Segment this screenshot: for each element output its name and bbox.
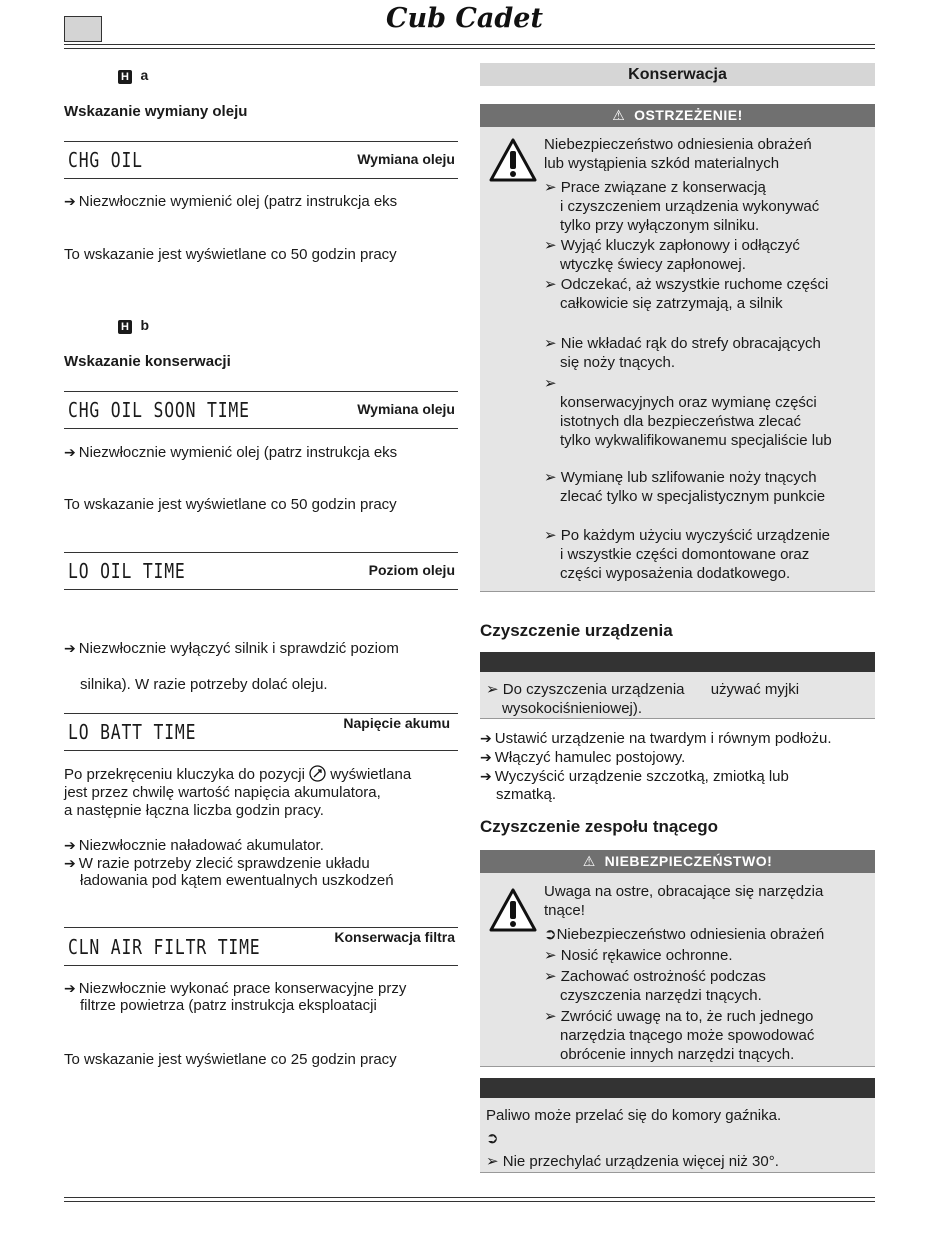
bullet-arrow-icon: ➢ xyxy=(486,681,499,698)
warning-triangle-icon xyxy=(488,887,538,933)
fuel-notice-box: Paliwo może przelać się do komory gaźnika. ➲ ➢ Nie przechylać urządzenia więcej niż 30°. xyxy=(480,1098,875,1173)
instruction-line: ➔ Niezwłocznie wymienić olej (patrz instrukcja eks xyxy=(64,444,398,461)
h-badge: H xyxy=(118,320,132,334)
note-text: To wskazanie jest wyświetlane co 50 godzin pracy xyxy=(64,496,397,513)
display-row-lo-batt xyxy=(64,713,458,751)
list-item: ➢ Nosić rękawice ochronne. xyxy=(544,947,733,964)
section-b-heading xyxy=(118,317,149,335)
list-item: ➢ Odczekać, aż wszystkie ruchome części xyxy=(544,276,829,293)
danger-list: ➲Niebezpieczeństwo odniesienia obrażeń ➢ Nosić rękawice ochronne. ➢ Zachować ostrożność podczas czyszczenia narzędzi tnących. ➢ Zwrócić uwagę na to, że ruch jednego narzędzia tnącego może spowodować obrócenie innych narzędzi tnących. xyxy=(544,925,874,1064)
arrow-right-icon: ➔ xyxy=(480,768,492,784)
list-item: ➔ Wyczyścić urządzenie szczotką, zmiotką lub xyxy=(480,768,789,785)
section-b-title: Wskazanie konserwacji xyxy=(64,353,231,370)
section-a-title: Wskazanie wymiany oleju xyxy=(64,103,248,120)
bullet-arrow-icon: ➢ xyxy=(544,1008,557,1025)
instruction-line: ➔ Niezwłocznie wyłączyć silnik i sprawdzić poziom xyxy=(64,640,399,657)
instruction-continuation: silnika). W razie potrzeby dolać oleju. xyxy=(80,676,328,693)
bullet-arrow-icon: ➢ xyxy=(544,469,557,486)
lcd-display: CHG OIL xyxy=(68,148,143,172)
arrow-right-icon: ➔ xyxy=(64,444,76,460)
cutting-title: Czyszczenie zespołu tnącego xyxy=(480,817,719,836)
footer-rule-thin xyxy=(64,1201,875,1202)
ignition-key-icon xyxy=(309,765,326,782)
list-item: ➢ Zachować ostrożność podczas xyxy=(544,968,766,985)
note-text: To wskazanie jest wyświetlane co 25 godzin pracy xyxy=(64,1051,397,1068)
bullet-arrow-icon: ➢ xyxy=(544,276,557,293)
arrow-right-icon: ➔ xyxy=(64,855,76,871)
list-item: ➢ Zwrócić uwagę na to, że ruch jednego xyxy=(544,1008,814,1025)
cleaning-title: Czyszczenie urządzenia xyxy=(480,621,673,640)
display-label: Konserwacja filtra xyxy=(334,929,455,945)
instruction-line: ➔ Niezwłocznie wymienić olej (patrz instrukcja eks xyxy=(64,193,398,210)
section-suffix: b xyxy=(140,317,150,333)
bullet-arrow-icon: ➢ xyxy=(544,335,557,352)
warning-list: ➢ Prace związane z konserwacją i czyszczeniem urządzenia wykonywać tylko przy wyłączonym silniku. ➢ Wyjąć kluczyk zapłonowy i odłączyć wtyczkę świecy zapłonowej. ➢ Odczekać, aż wszystkie ruchome części całkowicie się zatrzymają, a silnik ➢ Nie wkładać rąk do strefy obracających się noży tnących. ➢ konserwacyjnych oraz wymianę części istotnych dla bezpieczeństwa zlecać tylko wykwalifikowanemu specjaliście lub ➢ Wymianę lub szlifowanie noży tnących zlecać tylko w specjalistycznym punkcie ➢ Po każdym użyciu wyczyścić urządzenie i wszystkie części domontowane oraz części wyposażenia dodatkowego. xyxy=(544,178,874,583)
header-rule-thin xyxy=(64,48,875,49)
consequence-arrow-icon: ➲ xyxy=(544,926,557,943)
brand-text: Cub Cadet xyxy=(386,3,543,34)
notice-bar xyxy=(480,1078,875,1098)
arrow-right-icon: ➔ xyxy=(64,193,76,209)
warning-icon: ⚠ xyxy=(582,853,596,869)
warning-box xyxy=(480,127,875,592)
instruction-line: ➔ Niezwłocznie wykonać prace konserwacyjne przy xyxy=(64,980,407,997)
instruction-continuation: ładowania pod kątem ewentualnych uszkodzeń xyxy=(80,872,394,889)
display-row-lo-oil xyxy=(64,552,458,590)
bullet-arrow-icon: ➢ xyxy=(544,237,557,254)
bullet-arrow-icon: ➢ xyxy=(544,968,557,985)
bullet-arrow-icon: ➢ xyxy=(544,527,557,544)
list-item: ➢ Nie przechylać urządzenia więcej niż 30°. xyxy=(486,1153,779,1170)
bullet-arrow-icon: ➢ xyxy=(544,375,557,392)
warning-intro: Niebezpieczeństwo odniesienia obrażeń lub wystąpienia szkód materialnych xyxy=(544,136,812,172)
display-label: Poziom oleju xyxy=(368,562,455,578)
instruction-line: ➔ W razie potrzeby zlecić sprawdzenie układu xyxy=(64,855,370,872)
section-a-heading xyxy=(118,67,148,85)
list-item: ➢ Do czyszczenia urządzenia używać myjki xyxy=(486,681,800,698)
bullet-arrow-icon: ➢ xyxy=(544,947,557,964)
display-row-cln-air-filtr xyxy=(64,927,458,966)
warning-bar: ⚠ OSTRZEŻENIE! xyxy=(480,104,875,127)
note-text: To wskazanie jest wyświetlane co 50 godzin pracy xyxy=(64,246,397,263)
danger-bar: ⚠ NIEBEZPIECZEŃSTWO! xyxy=(480,850,875,873)
list-item: ➢ Wymianę lub szlifowanie noży tnących xyxy=(544,469,817,486)
warning-icon: ⚠ xyxy=(612,107,626,123)
lcd-display: LO BATT TIME xyxy=(68,720,197,744)
instruction-line: ➔ Niezwłocznie naładować akumulator. xyxy=(64,837,324,854)
footer-rule xyxy=(64,1197,875,1198)
display-label: Wymiana oleju xyxy=(357,151,455,167)
section-suffix: a xyxy=(140,67,149,83)
display-row-chg-oil xyxy=(64,141,458,179)
h-badge: H xyxy=(118,70,132,84)
cleaning-steps: ➔ Ustawić urządzenie na twardym i równym podłożu. ➔ Włączyć hamulec postojowy. ➔ Wyczyścić urządzenie szczotką, zmiotką lub szmatką. xyxy=(480,730,832,803)
list-item: ➢ Wyjąć kluczyk zapłonowy i odłączyć xyxy=(544,237,800,254)
danger-box xyxy=(480,873,875,1067)
page-number-box xyxy=(64,16,102,42)
warning-triangle-icon xyxy=(488,137,538,183)
list-item: ➔ Włączyć hamulec postojowy. xyxy=(480,749,686,766)
battery-paragraph: Po przekręceniu kluczyka do pozycji wyświetlana jest przez chwilę wartość napięcia akumulatora, a następnie łączna liczba godzin pracy. xyxy=(64,766,412,819)
display-label: Napięcie akumu xyxy=(343,715,450,731)
display-label: Wymiana oleju xyxy=(357,401,455,417)
arrow-right-icon: ➔ xyxy=(64,640,76,656)
list-item: ➢ Nie wkładać rąk do strefy obracających xyxy=(544,335,821,352)
list-item: ➔ Ustawić urządzenie na twardym i równym podłożu. xyxy=(480,730,832,747)
consequence-arrow-icon: ➲ xyxy=(486,1130,499,1147)
cub-cadet-logo-icon xyxy=(384,2,564,34)
lcd-display: LO OIL TIME xyxy=(68,559,186,583)
notice-bar xyxy=(480,652,875,672)
list-item xyxy=(544,374,874,393)
lcd-display: CHG OIL SOON TIME xyxy=(68,398,250,422)
brand-logo xyxy=(384,2,564,34)
arrow-right-icon: ➔ xyxy=(64,837,76,853)
section-heading-konserwacja: Konserwacja xyxy=(480,63,875,86)
consequence-line: ➲Niebezpieczeństwo odniesienia obrażeń xyxy=(544,926,825,943)
header-rule xyxy=(64,44,875,45)
danger-intro: Uwaga na ostre, obracające się narzędzia tnące! xyxy=(544,883,824,919)
notice-box: ➢ Do czyszczenia urządzenia używać myjki wysokociśnieniowej). xyxy=(480,672,875,719)
display-row-chg-oil-soon xyxy=(64,391,458,429)
lcd-display: CLN AIR FILTR TIME xyxy=(68,935,261,959)
list-item: ➢ Prace związane z konserwacją xyxy=(544,179,766,196)
arrow-right-icon: ➔ xyxy=(480,730,492,746)
bullet-arrow-icon: ➢ xyxy=(486,1153,499,1170)
arrow-right-icon: ➔ xyxy=(480,749,492,765)
list-item: ➢ Po każdym użyciu wyczyścić urządzenie xyxy=(544,527,831,544)
arrow-right-icon: ➔ xyxy=(64,980,76,996)
instruction-continuation: filtrze powietrza (patrz instrukcja eksploatacji xyxy=(80,997,377,1014)
bullet-arrow-icon: ➢ xyxy=(544,179,557,196)
